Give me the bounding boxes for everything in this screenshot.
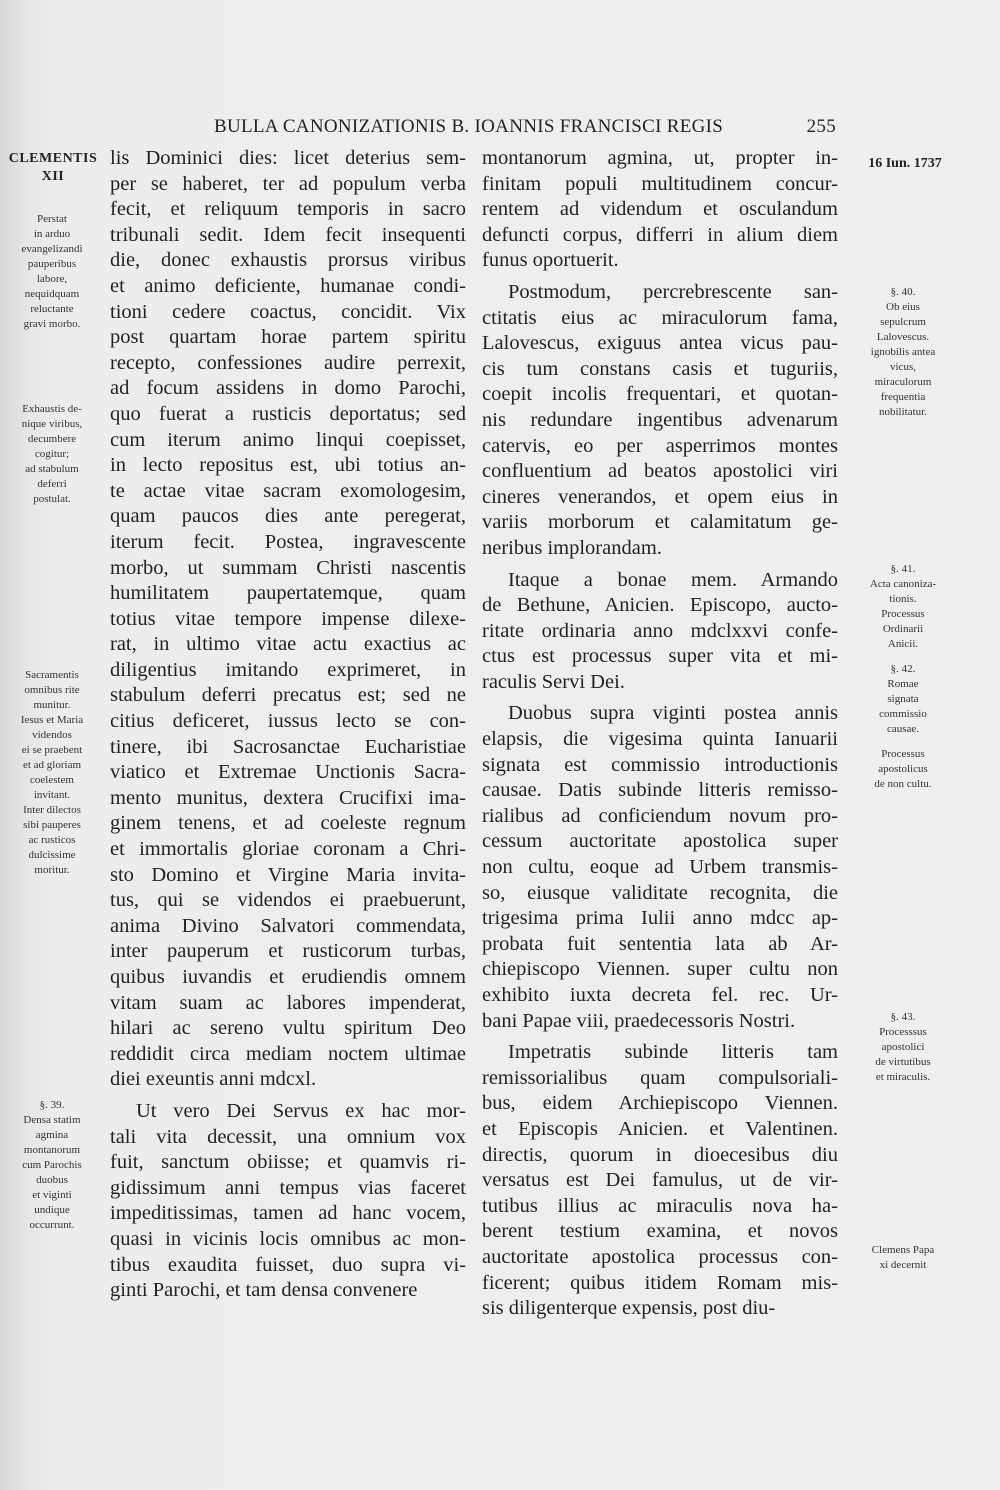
text-line: de Bethune, Anicien. Episcopo, aucto-: [482, 594, 838, 617]
text-line: lis Dominici dies: licet deterius sem-: [110, 147, 466, 169]
text-line: berent testium examina, et novos: [482, 1220, 838, 1243]
text-line: quasi in vicinis locis omnibus ac mon-: [110, 1227, 466, 1250]
text-line: totius vitae tempore impense dilexe-: [110, 607, 466, 630]
text-line: fecit, et reliquum temporis in sacro: [110, 198, 466, 221]
margin-note-right-2: §. 41. Acta canoniza- tionis. Processus Ordinarii Anicii.: [869, 563, 937, 650]
text-line: viatico et Extremae Unctionis Sacra-: [110, 761, 466, 784]
text-line: post quartam horae partem spiritu: [110, 326, 466, 349]
text-line: quibus iuvandis et erudiendis omnem: [110, 966, 466, 988]
margin-note-left-2: Exhaustis de- nique viribus, decumbere cogitur; ad stabulum deferri postulat.: [21, 403, 83, 505]
text-line: tibus exaudita fuisset, duo supra vi-: [110, 1253, 466, 1276]
text-line: remissorialibus quam compulsoriali-: [482, 1066, 838, 1089]
margin-note-left-1: Perstat in arduo evangelizandi pauperibus labore, nequidquam reluctante gravi morbo.: [21, 213, 83, 330]
text-line: raculis Servi Dei.: [482, 670, 625, 693]
text-line: humilitatem paupertatemque, quam: [110, 582, 466, 605]
text-line: recepto, confessiones audire perrexit,: [110, 351, 466, 374]
text-line: sto Domino et Virgine Maria invita-: [110, 863, 466, 886]
text-line: ctitatis eius ac miraculorum fama,: [482, 306, 838, 329]
text-line: ctus est processus super vita et mi-: [482, 645, 838, 668]
text-line: anima Divino Salvatori commendata,: [110, 914, 466, 937]
text-line: die, donec exhaustis prorsus viribus: [110, 249, 466, 272]
text-line: so, eiusque validitate recognita, die: [482, 881, 838, 904]
text-line: quam paucos dies ante peregerat,: [110, 505, 466, 528]
text-line: chiepiscopo Viennen. super cultu non: [482, 958, 838, 981]
text-line: ritate ordinaria anno mdclxxvi confe-: [482, 619, 838, 642]
text-line: catervis, eo per asperrimos montes: [482, 434, 838, 457]
text-line: morbo, ut summam Christi nascentis: [110, 556, 466, 579]
text-line: rialibus ad conficiendum novum pro-: [482, 804, 838, 827]
text-line: tioni cedere coactus, concidit. Vix: [110, 300, 466, 323]
text-line: versatus est Dei famulus, ut de vir-: [482, 1169, 838, 1192]
left-running-head: CLEMENTIS XII: [8, 151, 98, 184]
text-line: tutibus illius ac miraculis nova ha-: [482, 1194, 838, 1217]
text-line: impeditissimas, tamen ad hanc vocem,: [110, 1202, 466, 1225]
text-line: signata est commissio introductionis: [482, 753, 838, 776]
margin-note-right-1: §. 40. Ob eius sepulcrum Lalovescus. ignobilis antea vicus, miraculorum frequentia nobilitatur.: [870, 286, 936, 418]
text-line: tali vita decessit, una omnium vox: [110, 1125, 466, 1148]
text-line: ficerent; quibus itidem Romam mis-: [482, 1271, 838, 1294]
text-line: causae. Datis subinde litteris remisso-: [482, 779, 838, 802]
text-line: variis morborum et calamitatum ge-: [482, 511, 838, 534]
text-line: hilari ac sereno vultu spiritum Deo: [110, 1017, 466, 1040]
text-line: inter pauperum et rusticorum turbas,: [110, 940, 466, 963]
text-line: sis diligenterque expensis, post diu-: [482, 1297, 776, 1320]
text-column-left: [110, 146, 466, 1304]
text-line: cis tum constans casis et tuguriis,: [482, 357, 838, 380]
text-line: iterum fecit. Postea, ingravescente: [110, 530, 466, 553]
text-line: et animo deficiente, humanae condi-: [110, 274, 466, 297]
text-line: stabulum deferri precatus est; sed ne: [110, 684, 466, 707]
text-line: tus, qui se videndos ei praebuerunt,: [110, 889, 466, 912]
margin-note-right-6: Clemens Papa xi decernit: [871, 1244, 935, 1271]
text-line: finitam populi multitudinem concur-: [482, 172, 838, 195]
text-line: cum iterum animo linqui coepisset,: [110, 428, 466, 451]
text-line: gidissimum anni tempus vias faceret: [110, 1176, 466, 1199]
text-line: exhibito iuxta decreta fel. rec. Ur-: [482, 984, 838, 1006]
text-line: per se haberet, ter ad populum verba: [110, 172, 466, 195]
text-line: Ut vero Dei Servus ex hac mor-: [136, 1099, 466, 1122]
text-column-right: [482, 146, 838, 1322]
text-line: nis redundare ingentibus advenarum: [482, 408, 838, 431]
text-line: reddidit circa mediam noctem ultimae: [110, 1042, 466, 1065]
text-line: coepit incolis frequentari, et quotan-: [482, 383, 838, 406]
text-line: bani Papae viii, praedecessoris Nostri.: [482, 1009, 796, 1032]
text-line: et Episcopis Anicien. et Valentinen.: [482, 1117, 838, 1140]
text-line: diei exeuntis anni mdcxl.: [110, 1068, 317, 1091]
page-number: 255: [806, 116, 836, 137]
text-line: quo fuerat a rusticis deportatus; sed: [110, 402, 466, 425]
text-line: in lecto repositus est, ubi totius an-: [110, 454, 466, 477]
date-marginal: 16 Iun. 1737: [868, 156, 942, 171]
text-line: et immortalis gloriae coronam a Chri-: [110, 838, 466, 861]
text-line: vitam suam ac labores impenderat,: [110, 991, 466, 1014]
text-line: tinere, ibi Sacrosanctae Eucharistiae: [110, 735, 466, 758]
text-line: Impetratis subinde litteris tam: [508, 1041, 838, 1064]
text-line: diligentius imitando exprimeret, in: [110, 658, 466, 681]
text-line: rat, in ultimo vitae actu exactius ac: [110, 633, 466, 656]
text-line: funus oportuerit.: [482, 249, 619, 272]
text-line: rentem ad videndum et osculandum: [482, 198, 838, 221]
margin-note-right-4: Processus apostolicus de non cultu.: [874, 748, 932, 790]
text-line: citius deficeret, iussus lecto se con-: [110, 710, 466, 733]
text-line: Lalovescus, exiguus antea vicus pau-: [482, 332, 838, 355]
margin-note-right-3: §. 42. Romae signata commissio causae.: [879, 663, 927, 735]
text-line: bus, eidem Archiepiscopo Viennen.: [482, 1092, 838, 1115]
text-line: probata fuit sententia lata ab Ar-: [482, 932, 838, 955]
text-line: montanorum agmina, ut, propter in-: [482, 147, 838, 169]
text-line: te actae vitae sacram exomologesim,: [110, 479, 466, 502]
text-line: defuncti corpus, differri in alium diem: [482, 223, 838, 246]
text-line: cessum auctoritate apostolica super: [482, 830, 838, 853]
text-line: elapsis, die vigesima quinta Ianuarii: [482, 728, 838, 751]
text-line: directis, quorum in dioecesibus diu: [482, 1143, 838, 1166]
text-line: cineres venerandos, et opem eius in: [482, 485, 838, 508]
text-line: ginem tenens, et ad coeleste regnum: [110, 812, 466, 835]
text-line: confluentium ad beatos apostolici viri: [482, 460, 838, 483]
text-line: ad focum assidens in domo Parochi,: [110, 377, 466, 400]
text-line: ginti Parochi, et tam densa convenere: [110, 1279, 418, 1302]
margin-note-left-3: Sacramentis omnibus rite munitur. Iesus et Maria videndos ei se praebent et ad gloriam coelestem invitant. Inter dilectos sibi pauperes ac rusticos dulcissime moritur.: [20, 669, 84, 876]
margin-note-right-5: §. 43. Processsus apostolici de virtutibus et miraculis.: [875, 1011, 931, 1083]
text-line: auctoritate apostolica processus con-: [482, 1245, 838, 1268]
text-line: non cultu, eoque ad Urbem transmis-: [482, 856, 838, 879]
text-line: neribus implorandam.: [482, 536, 662, 559]
text-line: Postmodum, percrebrescente san-: [508, 280, 838, 303]
text-line: mento munitus, dextera Crucifixi ima-: [110, 786, 466, 809]
text-line: Itaque a bonae mem. Armando: [508, 568, 838, 591]
text-line: trigesima prima Iulii anno mdcc ap-: [482, 907, 838, 930]
running-title: BULLA CANONIZATIONIS B. IOANNIS FRANCISCI REGIS: [214, 116, 724, 137]
margin-note-left-4: §. 39. Densa statim agmina montanorum cum Parochis duobus et viginti undique occurrunt.: [22, 1099, 82, 1231]
text-line: fuit, sanctum obiisse; et quamvis ri-: [110, 1151, 466, 1174]
text-line: Duobus supra viginti postea annis: [508, 702, 838, 725]
text-line: tribunali sedit. Idem fecit insequenti: [110, 223, 466, 246]
